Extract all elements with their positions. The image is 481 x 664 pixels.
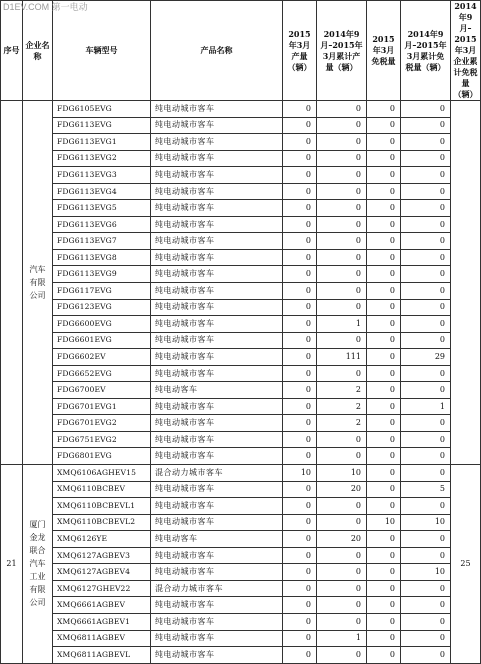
prod-cum-cell: 0 <box>317 431 367 448</box>
exempt-cum-cell: 1 <box>401 398 451 415</box>
table-row <box>1 117 481 134</box>
model-cell: XMQ6110BCBEVL2 <box>53 514 151 531</box>
table-row <box>1 398 481 415</box>
model-cell: FDG6700EV <box>53 382 151 399</box>
table-row <box>1 216 481 233</box>
exempt-cum-cell: 0 <box>401 216 451 233</box>
prod-cum-cell: 0 <box>317 299 367 316</box>
model-cell: FDG6701EVG1 <box>53 398 151 415</box>
prod-cum-cell: 0 <box>317 597 367 614</box>
product-cell: 纯电动城市客车 <box>151 200 283 217</box>
model-cell: FDG6113EVG4 <box>53 183 151 200</box>
header-exempt-cum: 2014年9月–2015年3月累计免税量（辆） <box>401 1 451 101</box>
prod-cum-cell: 0 <box>317 216 367 233</box>
prod-cum-cell: 2 <box>317 415 367 432</box>
exempt-mar-cell: 0 <box>367 266 401 283</box>
prod-cum-cell: 0 <box>317 150 367 167</box>
exempt-cum-cell: 10 <box>401 514 451 531</box>
prod-mar-cell: 0 <box>283 316 317 333</box>
exempt-cum-cell: 0 <box>401 117 451 134</box>
exempt-cum-cell: 0 <box>401 167 451 184</box>
prod-cum-cell: 10 <box>317 465 367 482</box>
prod-mar-cell: 0 <box>283 216 317 233</box>
prod-mar-cell: 0 <box>283 630 317 647</box>
product-cell: 纯电动城市客车 <box>151 283 283 300</box>
prod-mar-cell: 0 <box>283 448 317 465</box>
model-cell: FDG6801EVG <box>53 448 151 465</box>
product-cell: 纯电动城市客车 <box>151 349 283 366</box>
product-cell: 纯电动城市客车 <box>151 332 283 349</box>
product-cell: 纯电动城市客车 <box>151 448 283 465</box>
header-exempt-mar: 2015年3月免税量 <box>367 1 401 101</box>
header-ent-cum: 2014年9月–2015年3月企业累计免税量（辆） <box>451 1 481 101</box>
model-cell: FDG6117EVG <box>53 283 151 300</box>
prod-mar-cell: 0 <box>283 332 317 349</box>
table-row <box>1 498 481 515</box>
table-row <box>1 597 481 614</box>
prod-cum-cell: 0 <box>317 167 367 184</box>
exempt-mar-cell: 0 <box>367 415 401 432</box>
product-cell: 纯电动城市客车 <box>151 316 283 333</box>
seq-cell <box>1 101 23 465</box>
header-product: 产品名称 <box>151 1 283 101</box>
table-row <box>1 514 481 531</box>
exempt-cum-cell: 0 <box>401 101 451 118</box>
exempt-mar-cell: 0 <box>367 431 401 448</box>
product-cell: 纯电动城市客车 <box>151 498 283 515</box>
model-cell: XMQ6127AGBEV3 <box>53 547 151 564</box>
prod-mar-cell: 0 <box>283 150 317 167</box>
exempt-mar-cell: 0 <box>367 398 401 415</box>
exempt-cum-cell: 0 <box>401 299 451 316</box>
model-cell: FDG6105EVG <box>53 101 151 118</box>
prod-cum-cell: 0 <box>317 200 367 217</box>
exempt-mar-cell: 0 <box>367 167 401 184</box>
header-prod-mar: 2015年3月产量（辆） <box>283 1 317 101</box>
prod-mar-cell: 0 <box>283 134 317 151</box>
model-cell: FDG6113EVG <box>53 117 151 134</box>
model-cell: FDG6113EVG9 <box>53 266 151 283</box>
prod-cum-cell: 0 <box>317 613 367 630</box>
prod-mar-cell: 0 <box>283 299 317 316</box>
table-row <box>1 415 481 432</box>
table-row <box>1 249 481 266</box>
exempt-mar-cell: 0 <box>367 183 401 200</box>
exempt-cum-cell: 0 <box>401 431 451 448</box>
product-cell: 纯电动城市客车 <box>151 547 283 564</box>
table-row <box>1 150 481 167</box>
prod-cum-cell: 0 <box>317 283 367 300</box>
product-cell: 纯电动城市客车 <box>151 150 283 167</box>
prod-cum-cell: 0 <box>317 498 367 515</box>
product-cell: 混合动力城市客车 <box>151 465 283 482</box>
prod-mar-cell: 0 <box>283 117 317 134</box>
header-enterprise: 企业名称 <box>23 1 53 101</box>
product-cell: 纯电动城市客车 <box>151 365 283 382</box>
exempt-cum-cell: 0 <box>401 531 451 548</box>
prod-cum-cell: 0 <box>317 117 367 134</box>
prod-cum-cell: 0 <box>317 647 367 664</box>
table-row <box>1 465 481 482</box>
table-row <box>1 630 481 647</box>
exempt-mar-cell: 0 <box>367 332 401 349</box>
exempt-cum-cell: 0 <box>401 183 451 200</box>
exempt-mar-cell: 0 <box>367 233 401 250</box>
prod-cum-cell: 20 <box>317 481 367 498</box>
model-cell: FDG6113EVG8 <box>53 249 151 266</box>
product-cell: 纯电动城市客车 <box>151 183 283 200</box>
exempt-cum-cell: 0 <box>401 498 451 515</box>
table-row <box>1 233 481 250</box>
exempt-cum-cell: 29 <box>401 349 451 366</box>
prod-cum-cell: 0 <box>317 266 367 283</box>
seq-cell: 21 <box>1 465 23 664</box>
exempt-mar-cell: 0 <box>367 498 401 515</box>
exempt-cum-cell: 0 <box>401 580 451 597</box>
exempt-cum-cell: 0 <box>401 448 451 465</box>
exempt-cum-cell: 0 <box>401 613 451 630</box>
product-cell: 纯电动城市客车 <box>151 117 283 134</box>
prod-mar-cell: 0 <box>283 613 317 630</box>
prod-cum-cell: 0 <box>317 183 367 200</box>
model-cell: FDG6113EVG1 <box>53 134 151 151</box>
table-row <box>1 266 481 283</box>
prod-mar-cell: 0 <box>283 564 317 581</box>
exempt-cum-cell: 10 <box>401 564 451 581</box>
prod-mar-cell: 0 <box>283 415 317 432</box>
prod-mar-cell: 0 <box>283 200 317 217</box>
exempt-cum-cell: 0 <box>401 283 451 300</box>
model-cell: FDG6113EVG3 <box>53 167 151 184</box>
exempt-cum-cell: 0 <box>401 415 451 432</box>
exempt-cum-cell: 0 <box>401 200 451 217</box>
product-cell: 纯电动城市客车 <box>151 299 283 316</box>
table-row <box>1 283 481 300</box>
exempt-cum-cell: 0 <box>401 150 451 167</box>
exempt-mar-cell: 10 <box>367 514 401 531</box>
product-cell: 纯电动城市客车 <box>151 630 283 647</box>
model-cell: FDG6602EV <box>53 349 151 366</box>
exempt-cum-cell: 0 <box>401 266 451 283</box>
table-row <box>1 564 481 581</box>
exempt-cum-cell: 0 <box>401 647 451 664</box>
prod-cum-cell: 0 <box>317 448 367 465</box>
model-cell: FDG6113EVG6 <box>53 216 151 233</box>
prod-cum-cell: 2 <box>317 398 367 415</box>
prod-cum-cell: 1 <box>317 630 367 647</box>
product-cell: 纯电动城市客车 <box>151 101 283 118</box>
exempt-cum-cell: 0 <box>401 547 451 564</box>
product-cell: 纯电动城市客车 <box>151 398 283 415</box>
table-body <box>1 101 481 664</box>
model-cell: FDG6113EVG7 <box>53 233 151 250</box>
model-cell: FDG6113EVG5 <box>53 200 151 217</box>
prod-cum-cell: 0 <box>317 514 367 531</box>
exempt-mar-cell: 0 <box>367 316 401 333</box>
exempt-mar-cell: 0 <box>367 365 401 382</box>
exempt-mar-cell: 0 <box>367 299 401 316</box>
table-row <box>1 183 481 200</box>
prod-mar-cell: 0 <box>283 167 317 184</box>
exempt-mar-cell: 0 <box>367 613 401 630</box>
model-cell: FDG6652EVG <box>53 365 151 382</box>
exempt-mar-cell: 0 <box>367 349 401 366</box>
model-cell: FDG6600EVG <box>53 316 151 333</box>
product-cell: 纯电动城市客车 <box>151 216 283 233</box>
exempt-mar-cell: 0 <box>367 465 401 482</box>
table-row <box>1 200 481 217</box>
product-cell: 纯电动客车 <box>151 531 283 548</box>
exempt-mar-cell: 0 <box>367 382 401 399</box>
model-cell: XMQ6106AGHEV15 <box>53 465 151 482</box>
prod-mar-cell: 0 <box>283 283 317 300</box>
exempt-mar-cell: 0 <box>367 249 401 266</box>
prod-cum-cell: 0 <box>317 365 367 382</box>
prod-mar-cell: 10 <box>283 465 317 482</box>
prod-cum-cell: 2 <box>317 382 367 399</box>
exempt-cum-cell: 0 <box>401 630 451 647</box>
exempt-mar-cell: 0 <box>367 200 401 217</box>
prod-cum-cell: 0 <box>317 564 367 581</box>
exempt-cum-cell: 0 <box>401 316 451 333</box>
exempt-cum-cell: 0 <box>401 134 451 151</box>
model-cell: FDG6123EVG <box>53 299 151 316</box>
enterprise-cell: 厦门金龙联合汽车工业有限公司 <box>23 465 53 664</box>
model-cell: XMQ6110BCBEV <box>53 481 151 498</box>
exempt-mar-cell: 0 <box>367 630 401 647</box>
product-cell: 纯电动城市客车 <box>151 431 283 448</box>
prod-mar-cell: 0 <box>283 249 317 266</box>
exempt-mar-cell: 0 <box>367 101 401 118</box>
table-row <box>1 365 481 382</box>
product-cell: 纯电动城市客车 <box>151 564 283 581</box>
prod-mar-cell: 0 <box>283 183 317 200</box>
prod-cum-cell: 0 <box>317 580 367 597</box>
exempt-cum-cell: 0 <box>401 233 451 250</box>
prod-cum-cell: 0 <box>317 332 367 349</box>
exempt-cum-cell: 0 <box>401 382 451 399</box>
exempt-mar-cell: 0 <box>367 547 401 564</box>
exempt-mar-cell: 0 <box>367 580 401 597</box>
header-prod-cum: 2014年9月–2015年3月累计产量（辆） <box>317 1 367 101</box>
table-row <box>1 613 481 630</box>
prod-mar-cell: 0 <box>283 266 317 283</box>
exempt-mar-cell: 0 <box>367 481 401 498</box>
prod-mar-cell: 0 <box>283 580 317 597</box>
table-row <box>1 448 481 465</box>
exempt-mar-cell: 0 <box>367 564 401 581</box>
product-cell: 纯电动城市客车 <box>151 597 283 614</box>
prod-cum-cell: 0 <box>317 249 367 266</box>
exempt-cum-cell: 0 <box>401 332 451 349</box>
exempt-mar-cell: 0 <box>367 448 401 465</box>
product-cell: 纯电动城市客车 <box>151 415 283 432</box>
header-model: 车辆型号 <box>53 1 151 101</box>
prod-mar-cell: 0 <box>283 365 317 382</box>
model-cell: XMQ6661AGBEV <box>53 597 151 614</box>
header-row <box>1 1 481 101</box>
product-cell: 纯电动城市客车 <box>151 249 283 266</box>
table-row <box>1 580 481 597</box>
model-cell: XMQ6127GHEV22 <box>53 580 151 597</box>
table-row <box>1 134 481 151</box>
prod-mar-cell: 0 <box>283 531 317 548</box>
prod-mar-cell: 0 <box>283 498 317 515</box>
exempt-cum-cell: 0 <box>401 365 451 382</box>
prod-cum-cell: 1 <box>317 316 367 333</box>
model-cell: XMQ6811AGBEVL <box>53 647 151 664</box>
product-cell: 纯电动城市客车 <box>151 266 283 283</box>
exempt-mar-cell: 0 <box>367 531 401 548</box>
prod-cum-cell: 0 <box>317 134 367 151</box>
exempt-mar-cell: 0 <box>367 150 401 167</box>
model-cell: FDG6751EVG2 <box>53 431 151 448</box>
model-cell: XMQ6110BCBEVL1 <box>53 498 151 515</box>
product-cell: 混合动力城市客车 <box>151 580 283 597</box>
table-row <box>1 101 481 118</box>
watermark: D1EV.COM 第一电动 <box>3 2 88 12</box>
exempt-cum-cell: 5 <box>401 481 451 498</box>
table-row <box>1 547 481 564</box>
prod-mar-cell: 0 <box>283 349 317 366</box>
prod-mar-cell: 0 <box>283 647 317 664</box>
prod-mar-cell: 0 <box>283 398 317 415</box>
prod-mar-cell: 0 <box>283 481 317 498</box>
enterprise-cell: 汽车有限公司 <box>23 101 53 465</box>
model-cell: FDG6601EVG <box>53 332 151 349</box>
product-cell: 纯电动城市客车 <box>151 514 283 531</box>
prod-cum-cell: 0 <box>317 547 367 564</box>
exempt-cum-cell: 0 <box>401 597 451 614</box>
prod-cum-cell: 111 <box>317 349 367 366</box>
model-cell: XMQ6126YE <box>53 531 151 548</box>
exempt-mar-cell: 0 <box>367 283 401 300</box>
prod-mar-cell: 0 <box>283 233 317 250</box>
exempt-mar-cell: 0 <box>367 216 401 233</box>
prod-cum-cell: 20 <box>317 531 367 548</box>
table-row <box>1 431 481 448</box>
prod-cum-cell: 0 <box>317 233 367 250</box>
prod-mar-cell: 0 <box>283 101 317 118</box>
table-row <box>1 647 481 664</box>
exempt-cum-cell: 0 <box>401 465 451 482</box>
model-cell: FDG6701EVG2 <box>53 415 151 432</box>
model-cell: XMQ6811AGBEV <box>53 630 151 647</box>
table-row <box>1 481 481 498</box>
model-cell: XMQ6661AGBEV1 <box>53 613 151 630</box>
product-cell: 纯电动城市客车 <box>151 233 283 250</box>
product-cell: 纯电动城市客车 <box>151 481 283 498</box>
prod-mar-cell: 0 <box>283 431 317 448</box>
prod-mar-cell: 0 <box>283 597 317 614</box>
product-cell: 纯电动城市客车 <box>151 134 283 151</box>
exempt-mar-cell: 0 <box>367 117 401 134</box>
table-row <box>1 382 481 399</box>
prod-mar-cell: 0 <box>283 547 317 564</box>
product-cell: 纯电动客车 <box>151 382 283 399</box>
table-row <box>1 299 481 316</box>
prod-mar-cell: 0 <box>283 382 317 399</box>
table-row <box>1 167 481 184</box>
table-row <box>1 349 481 366</box>
product-cell: 纯电动城市客车 <box>151 647 283 664</box>
exempt-mar-cell: 0 <box>367 647 401 664</box>
exempt-mar-cell: 0 <box>367 134 401 151</box>
model-cell: XMQ6127AGBEV4 <box>53 564 151 581</box>
table-row <box>1 531 481 548</box>
table-row <box>1 316 481 333</box>
prod-cum-cell: 0 <box>317 101 367 118</box>
exempt-cum-cell: 0 <box>401 249 451 266</box>
product-cell: 纯电动城市客车 <box>151 167 283 184</box>
model-cell: FDG6113EVG2 <box>53 150 151 167</box>
product-cell: 纯电动城市客车 <box>151 613 283 630</box>
enterprise-total-cell: 25 <box>451 465 481 664</box>
prod-mar-cell: 0 <box>283 514 317 531</box>
enterprise-total-cell <box>451 101 481 465</box>
header-seq: 序号 <box>1 1 23 101</box>
table-row <box>1 332 481 349</box>
exempt-mar-cell: 0 <box>367 597 401 614</box>
